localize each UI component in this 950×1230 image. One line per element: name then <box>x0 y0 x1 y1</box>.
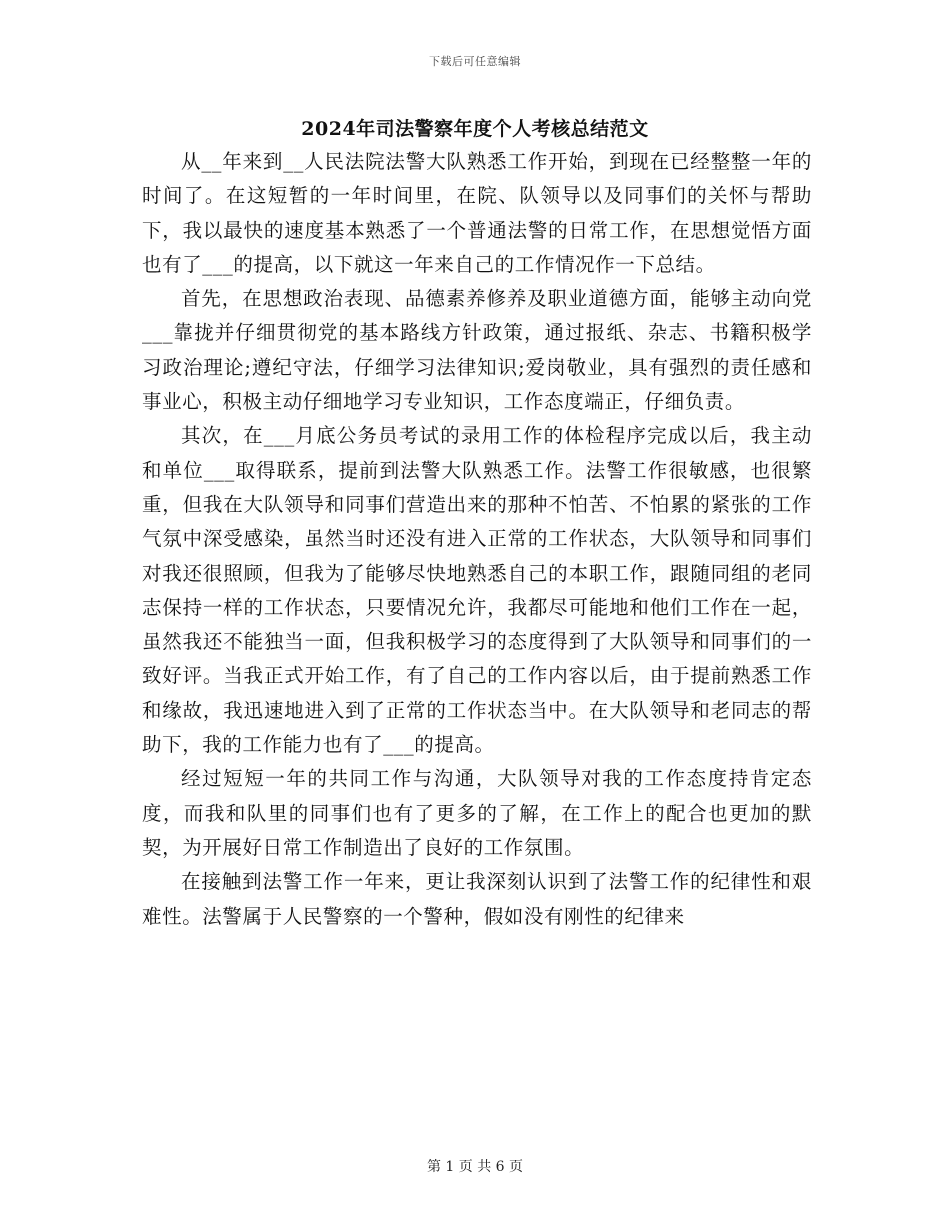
paragraph-2: 首先，在思想政治表现、品德素养修养及职业道德方面，能够主动向党___靠拢并仔细贯彻党的基本路线方针政策，通过报纸、杂志、书籍积极学习政治理论;遵纪守法，仔细学习法律知识;爱岗敬业，具有强烈的责任感和事业心，积极主动仔细地学习专业知识，工作态度端正，仔细负责。 <box>142 287 812 414</box>
page-header-note: 下载后可任意编辑 <box>429 55 521 68</box>
document-body <box>142 145 812 934</box>
paragraph-3: 其次，在___月底公务员考试的录用工作的体检程序完成以后，我主动和单位___取得联系，提前到法警大队熟悉工作。法警工作很敏感，也很繁重，但我在大队领导和同事们营造出来的那种不怕苦、不怕累的紧张的工作气氛中深受感染，虽然当时还没有进入正常的工作状态，大队领导和同事们对我还很照顾，但我为了能够尽快地熟悉自己的本职工作，跟随同组的老同志保持一样的工作状态，只要情况允许，我都尽可能地和他们工作在一起，虽然我还不能独当一面，但我积极学习的态度得到了大队领导和同事们的一致好评。当我正式开始工作，有了自己的工作内容以后，由于提前熟悉工作和缘故，我迅速地进入到了正常的工作状态当中。在大队领导和老同志的帮助下，我的工作能力也有了___的提高。 <box>142 424 812 757</box>
paragraph-5: 在接触到法警工作一年来，更让我深刻认识到了法警工作的纪律性和艰难性。法警属于人民警察的一个警种，假如没有刚性的纪律来 <box>142 870 812 928</box>
page-number-footer: 第 1 页 共 6 页 <box>426 1159 524 1175</box>
paragraph-1: 从__年来到__人民法院法警大队熟悉工作开始，到现在已经整整一年的时间了。在这短暂的一年时间里，在院、队领导以及同事们的关怀与帮助下，我以最快的速度基本熟悉了一个普通法警的日常工作，在思想觉悟方面也有了___的提高，以下就这一年来自己的工作情况作一下总结。 <box>142 150 812 276</box>
document-title: 2024年司法警察年度个人考核总结范文 <box>301 118 649 140</box>
paragraph-4: 经过短短一年的共同工作与沟通，大队领导对我的工作态度持肯定态度，而我和队里的同事们也有了更多的了解，在工作上的配合也更加的默契，为开展好日常工作制造出了良好的工作氛围。 <box>142 767 812 859</box>
